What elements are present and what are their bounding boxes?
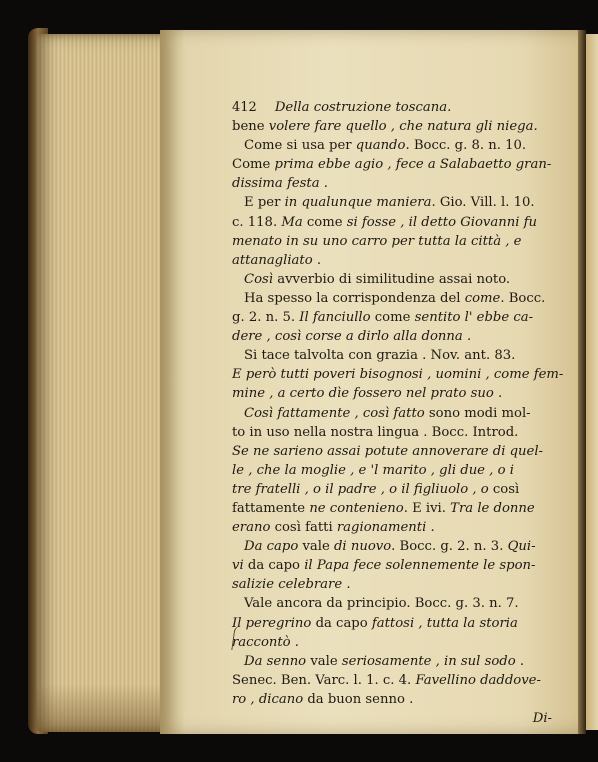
roman-text: . Bocc.: [500, 290, 546, 306]
roman-text: come: [374, 310, 415, 326]
italic-text: Da senno: [244, 653, 311, 669]
italic-text: seriosamente , in sul sodo .: [341, 653, 525, 669]
italic-text: Tra le donne: [450, 500, 535, 516]
text-line: [232, 575, 552, 594]
roman-text: Vale ancora da principio. Bocc. g. 3. n. 7.: [244, 596, 519, 612]
roman-text: E per: [244, 195, 285, 211]
italic-text: ragionamenti .: [336, 520, 435, 536]
catchword: Di-: [532, 711, 552, 726]
text-lines: [232, 117, 564, 709]
italic-text: Favellino daddove-: [415, 672, 541, 688]
text-line: [232, 327, 552, 346]
italic-text: Da capo: [244, 539, 303, 555]
running-head: Della costruzione toscana.: [274, 100, 452, 115]
roman-text: c. 118.: [232, 214, 282, 230]
text-line: [232, 117, 552, 136]
facing-page-edge: [586, 34, 598, 730]
roman-text: . Bocc. g. 8. n. 10.: [405, 138, 527, 154]
roman-text: bene: [232, 119, 269, 135]
text-line: [232, 594, 552, 613]
italic-text: in qualunque maniera: [284, 195, 432, 211]
text-line: [232, 518, 552, 537]
text-line: [232, 232, 552, 251]
italic-text: si fosse , il detto Giovanni fu: [346, 214, 538, 230]
roman-text: Ha spesso la corrispondenza del: [244, 290, 465, 306]
roman-text: così: [492, 481, 520, 497]
text-line: [232, 480, 552, 499]
text-line: [232, 193, 552, 212]
roman-text: così fatti: [274, 520, 337, 536]
roman-text: da buon senno .: [307, 691, 414, 707]
text-line: [232, 136, 552, 155]
text-line: [232, 537, 552, 556]
text-line: [232, 652, 552, 671]
italic-text: ne contenieno: [309, 500, 404, 516]
roman-text: avverbio di similitudine assai noto.: [277, 271, 511, 287]
text-line: [232, 499, 552, 518]
text-line: [232, 442, 552, 461]
text-line: [232, 423, 552, 442]
text-line: [232, 174, 552, 193]
text-line: [232, 461, 552, 480]
book-gutter: [578, 30, 586, 734]
italic-text: Qui-: [507, 539, 536, 555]
text-line: [232, 270, 552, 289]
text-line: [232, 251, 552, 270]
roman-text: to in uso nella nostra lingua . Bocc. Introd.: [232, 424, 519, 440]
page-header: [232, 98, 552, 117]
roman-text: vale: [302, 539, 334, 555]
italic-text: ro , dicano: [232, 691, 308, 707]
roman-text: . E ivi.: [403, 500, 451, 516]
roman-text: fattamente: [232, 500, 310, 516]
italic-text: attanagliato .: [232, 252, 322, 268]
italic-text: dere , così corse a dirlo alla donna .: [232, 329, 472, 345]
italic-text: E però tutti poveri bisognosi , uomini , come fem-: [232, 367, 564, 383]
italic-text: quando: [355, 138, 406, 154]
italic-text: Il fanciullo: [299, 310, 375, 326]
roman-text: da capo: [247, 558, 305, 574]
text-line: [232, 365, 564, 384]
roman-text: Come: [232, 157, 275, 173]
text-line: [232, 384, 552, 403]
text-line: [232, 690, 552, 709]
text-line: [232, 155, 552, 174]
roman-text: g. 2. n. 5.: [232, 310, 300, 326]
italic-text: salizie celebrare .: [232, 577, 351, 593]
italic-text: erano: [232, 520, 275, 536]
italic-text: mine , a certo dìe fossero nel prato suo .: [232, 386, 503, 402]
italic-text: prima ebbe agio , fece a Salabaetto gran-: [274, 157, 552, 173]
roman-text: Senec. Ben. Varc. l. 1. c. 4.: [232, 672, 416, 688]
italic-text: come: [464, 290, 501, 306]
page-text: [232, 98, 564, 728]
italic-text: il Papa fece solennemente le spon-: [304, 558, 536, 574]
italic-text: raccontò .: [232, 634, 299, 650]
italic-text: fattosi , tutta la storia: [371, 615, 518, 631]
roman-text: . Gio. Vill. l. 10.: [431, 195, 535, 211]
roman-text: . Bocc. g. 2. n. 3.: [391, 539, 508, 555]
text-line: [232, 308, 552, 327]
text-line: [232, 614, 552, 633]
text-line: [232, 556, 552, 575]
text-line: [232, 346, 552, 365]
italic-text: Il peregrino: [232, 615, 316, 631]
roman-text: Come si usa per: [244, 138, 356, 154]
italic-text: menato in su uno carro per tutta la città , e: [232, 233, 522, 249]
roman-text: da capo: [315, 615, 372, 631]
italic-text: Ma: [281, 214, 307, 230]
italic-text: dissima festa .: [232, 176, 328, 192]
italic-text: vi: [232, 558, 248, 574]
text-line: [232, 671, 552, 690]
italic-text: sentito l' ebbe ca-: [414, 310, 534, 326]
italic-text: tre fratelli , o il padre , o il figliuolo , o: [232, 481, 493, 497]
page-number: 412: [232, 100, 257, 115]
roman-text: vale: [310, 653, 342, 669]
text-line: [232, 213, 552, 232]
italic-text: le , che la moglie , e 'l marito , gli due , o i: [232, 462, 514, 478]
italic-text: di nuovo: [333, 539, 392, 555]
roman-text: come: [306, 214, 347, 230]
text-line: [232, 633, 552, 652]
text-line: [232, 404, 552, 423]
italic-text: volere fare quello , che natura gli niega.: [268, 119, 538, 135]
roman-text: Si tace talvolta con grazia . Nov. ant. 83.: [244, 348, 516, 364]
text-line: [232, 289, 552, 308]
italic-text: Così: [244, 271, 278, 287]
italic-text: Così fattamente , così fatto: [244, 405, 429, 421]
roman-text: sono modi mol-: [428, 405, 531, 421]
italic-text: Se ne sarieno assai potute annoverare di quel-: [232, 443, 544, 459]
